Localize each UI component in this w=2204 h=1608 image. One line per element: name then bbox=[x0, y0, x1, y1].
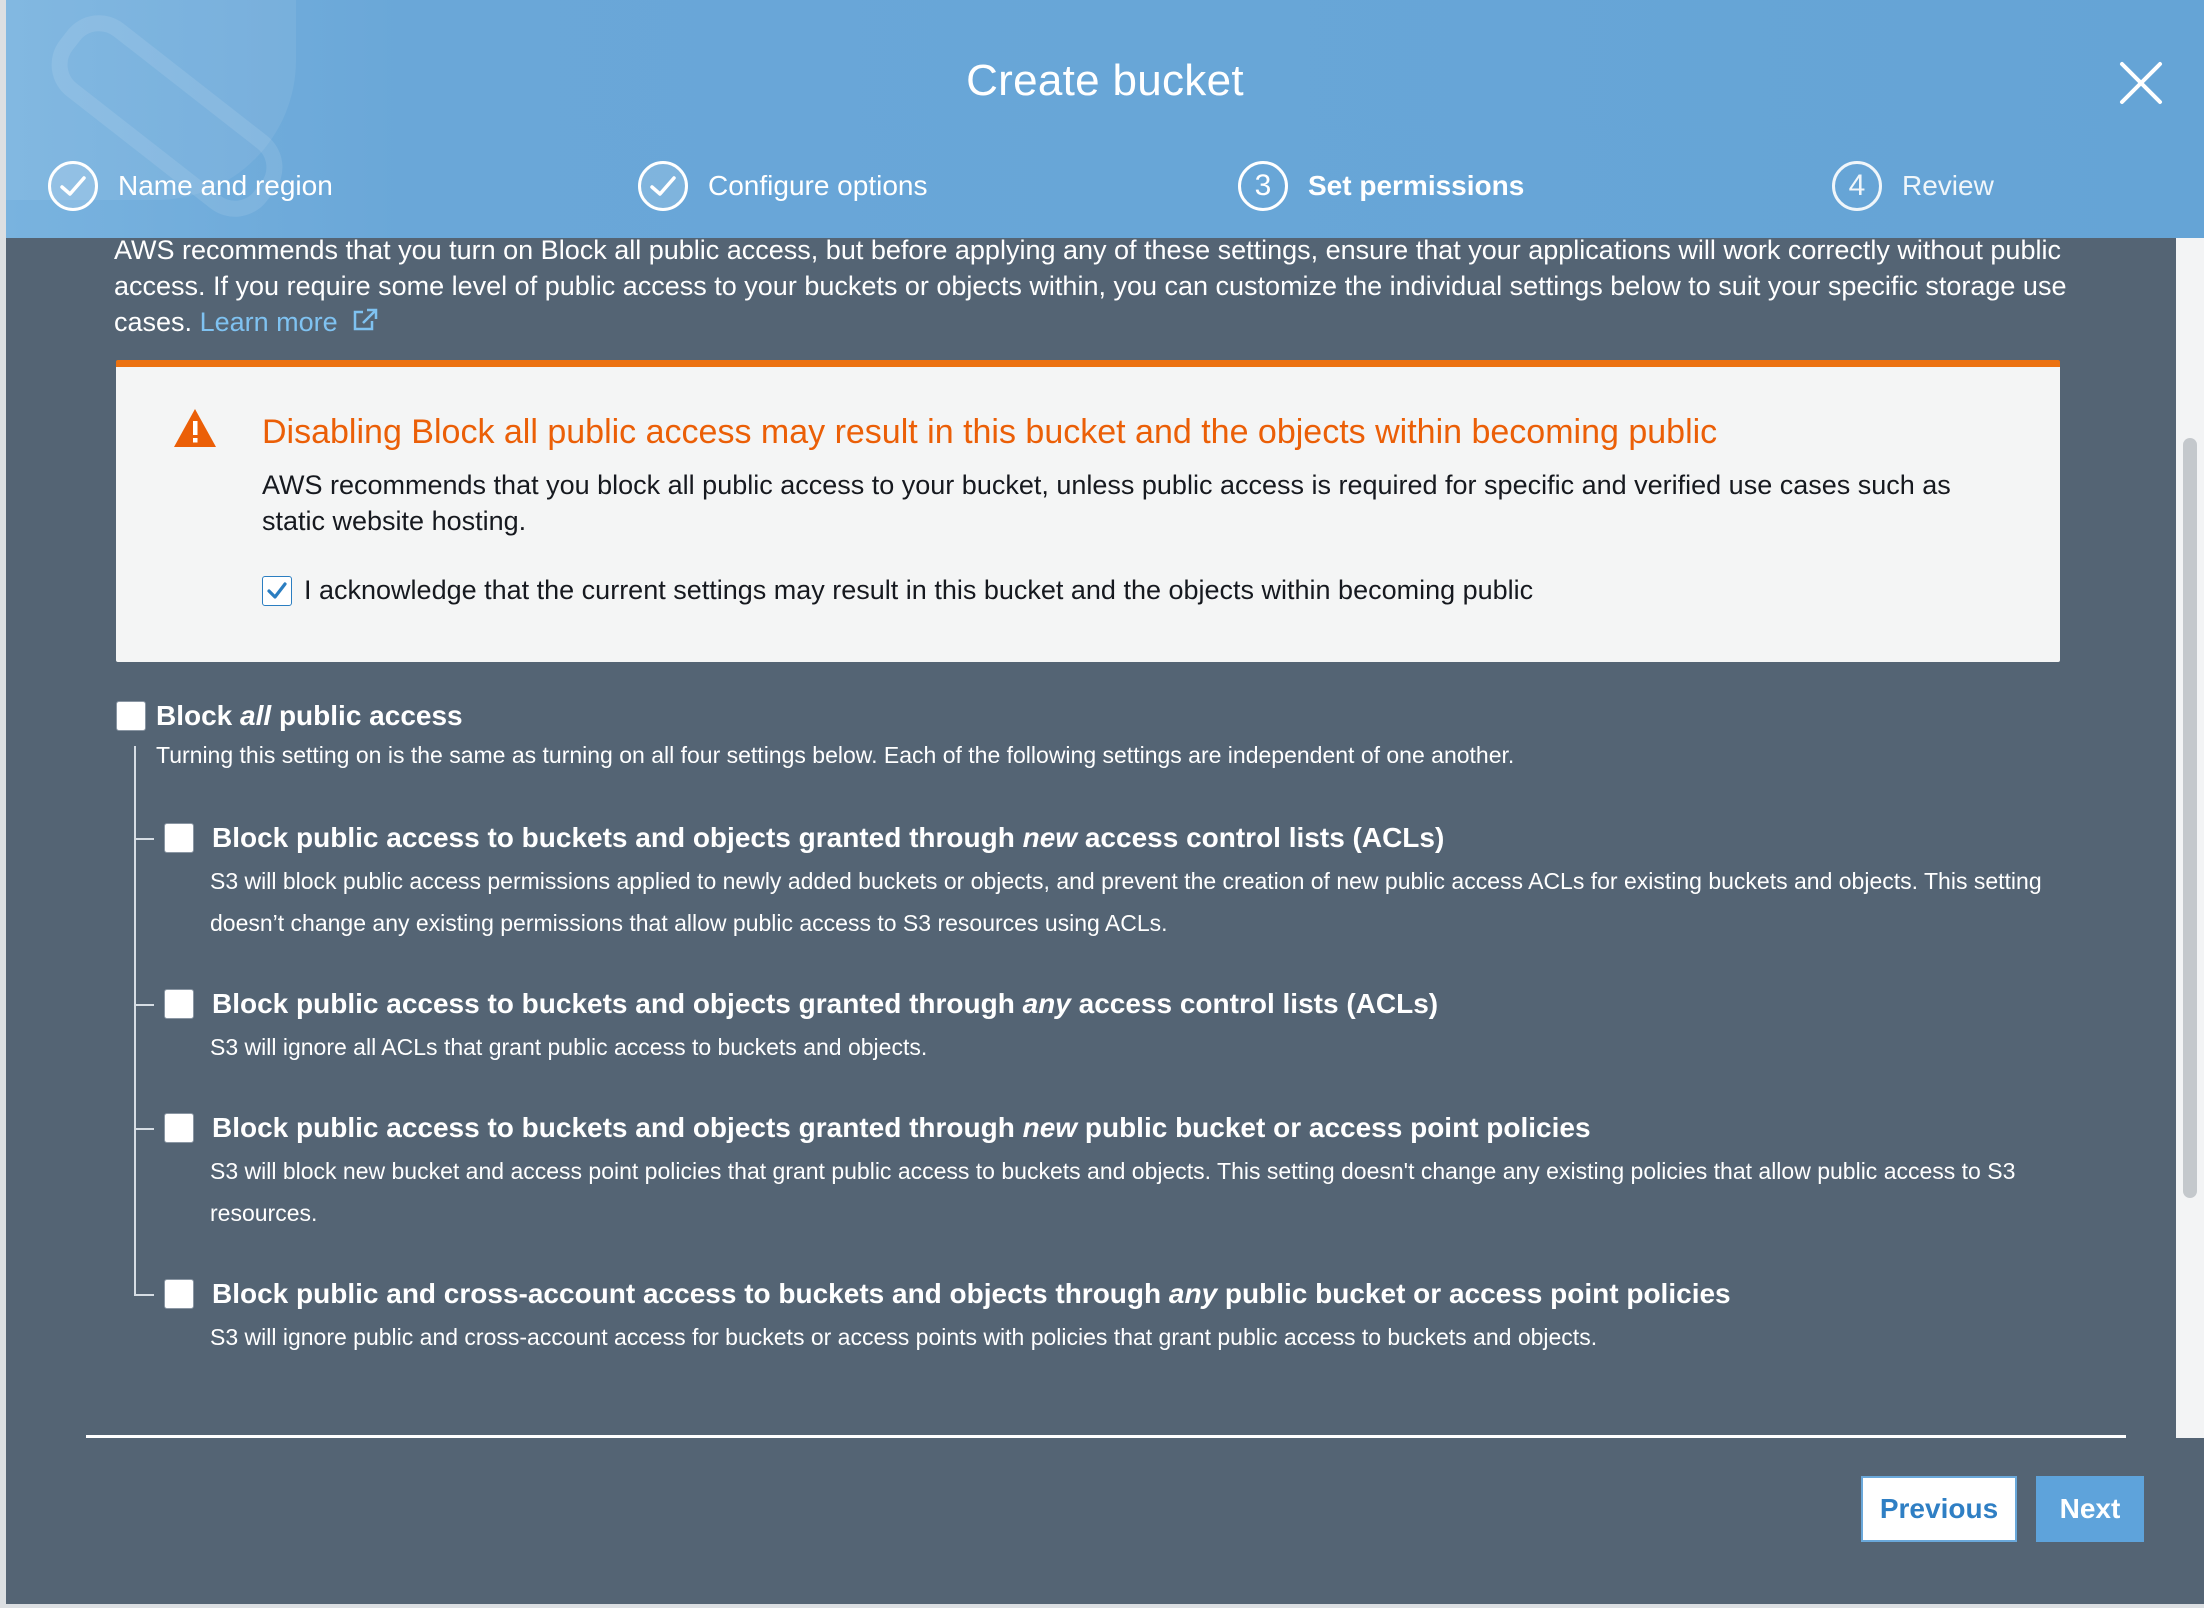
acknowledge-row bbox=[262, 575, 1533, 606]
next-button[interactable]: Next bbox=[2036, 1476, 2144, 1542]
step-label: Review bbox=[1902, 170, 1994, 201]
intro-text bbox=[114, 232, 2074, 340]
step-label: Set permissions bbox=[1308, 170, 1525, 201]
block-all-checkbox[interactable] bbox=[116, 701, 146, 731]
check-circle-icon bbox=[48, 161, 98, 211]
warning-icon bbox=[172, 407, 218, 454]
acknowledge-label: I acknowledge that the current settings may result in this bucket and the objects within becoming public bbox=[304, 575, 1534, 605]
setting-checkbox[interactable] bbox=[164, 989, 194, 1019]
scrollbar-thumb[interactable] bbox=[2183, 438, 2197, 1198]
setting-block-new-acls bbox=[164, 822, 2090, 944]
setting-title: Block public and cross-account access to buckets and objects through any public bucket or access point policies bbox=[212, 1278, 1731, 1309]
step-review[interactable] bbox=[1832, 158, 1994, 214]
step-set-permissions[interactable] bbox=[1238, 158, 1524, 214]
close-icon[interactable] bbox=[2116, 58, 2166, 108]
acknowledge-checkbox[interactable] bbox=[262, 576, 292, 606]
modal-title: Create bucket bbox=[966, 56, 1244, 105]
setting-block-new-policies bbox=[164, 1112, 2090, 1234]
setting-title: Block public access to buckets and objects granted through any access control lists (ACLs) bbox=[212, 988, 1439, 1019]
block-all-label: Block all public access bbox=[156, 700, 463, 731]
warning-text: AWS recommends that you block all public access to your bucket, unless public access is required for specific and verified use cases such as static website hosting. bbox=[262, 470, 1951, 536]
setting-description: S3 will ignore public and cross-account access for buckets or access points with policies that grant public access to buckets and objects. bbox=[210, 1324, 1598, 1350]
check-circle-icon bbox=[638, 161, 688, 211]
tree-branch bbox=[134, 1004, 154, 1006]
step-number-badge: 3 bbox=[1238, 161, 1288, 211]
step-name-and-region[interactable] bbox=[48, 158, 333, 214]
learn-more-link[interactable]: Learn more bbox=[200, 307, 380, 337]
setting-checkbox[interactable] bbox=[164, 1113, 194, 1143]
modal-header bbox=[6, 0, 2204, 238]
public-access-warning-box bbox=[116, 360, 2060, 662]
intro-paragraph: AWS recommends that you turn on Block all public access, but before applying any of these settings, ensure that your applications will work correctly without public access. If you require some level of public access to your buckets or objects within, you can customize the individual settings below to suit your specific storage use cases. bbox=[114, 235, 2067, 337]
setting-description: S3 will ignore all ACLs that grant public access to buckets and objects. bbox=[210, 1034, 928, 1060]
footer-divider bbox=[86, 1435, 2126, 1438]
setting-block-any-acls bbox=[164, 988, 2090, 1068]
checkmark-icon bbox=[266, 581, 288, 601]
setting-description: S3 will block new bucket and access point policies that grant public access to buckets and objects. This setting doesn't change any existing policies that allow public access to S3 resources. bbox=[210, 1158, 2016, 1226]
setting-title: Block public access to buckets and objects granted through new access control lists (ACLs) bbox=[212, 822, 1445, 853]
warning-title: Disabling Block all public access may result in this bucket and the objects within becoming public bbox=[262, 413, 1718, 451]
setting-checkbox[interactable] bbox=[164, 1279, 194, 1309]
setting-block-any-policies bbox=[164, 1278, 2090, 1358]
tree-branch bbox=[134, 1128, 154, 1130]
block-all-description: Turning this setting on is the same as turning on all four settings below. Each of the following settings are independent of one another. bbox=[156, 742, 1515, 768]
create-bucket-modal bbox=[6, 0, 2204, 1604]
step-label: Name and region bbox=[118, 170, 333, 201]
tree-branch bbox=[134, 1294, 154, 1296]
content-scrollbar[interactable] bbox=[2176, 238, 2204, 1438]
external-link-icon bbox=[351, 307, 379, 333]
step-number-badge: 4 bbox=[1832, 161, 1882, 211]
tree-connector bbox=[134, 746, 136, 1294]
setting-title: Block public access to buckets and objects granted through new public bucket or access point policies bbox=[212, 1112, 1591, 1143]
tree-branch bbox=[134, 838, 154, 840]
step-label: Configure options bbox=[708, 170, 928, 201]
setting-checkbox[interactable] bbox=[164, 823, 194, 853]
previous-button[interactable]: Previous bbox=[1861, 1476, 2017, 1542]
setting-description: S3 will block public access permissions applied to newly added buckets or objects, and prevent the creation of new public access ACLs for existing buckets and objects. This setting doesn’t change any existing permissions that allow public access to S3 resources using ACLs. bbox=[210, 868, 2042, 936]
block-all-public-access bbox=[116, 700, 463, 732]
step-configure-options[interactable] bbox=[638, 158, 927, 214]
